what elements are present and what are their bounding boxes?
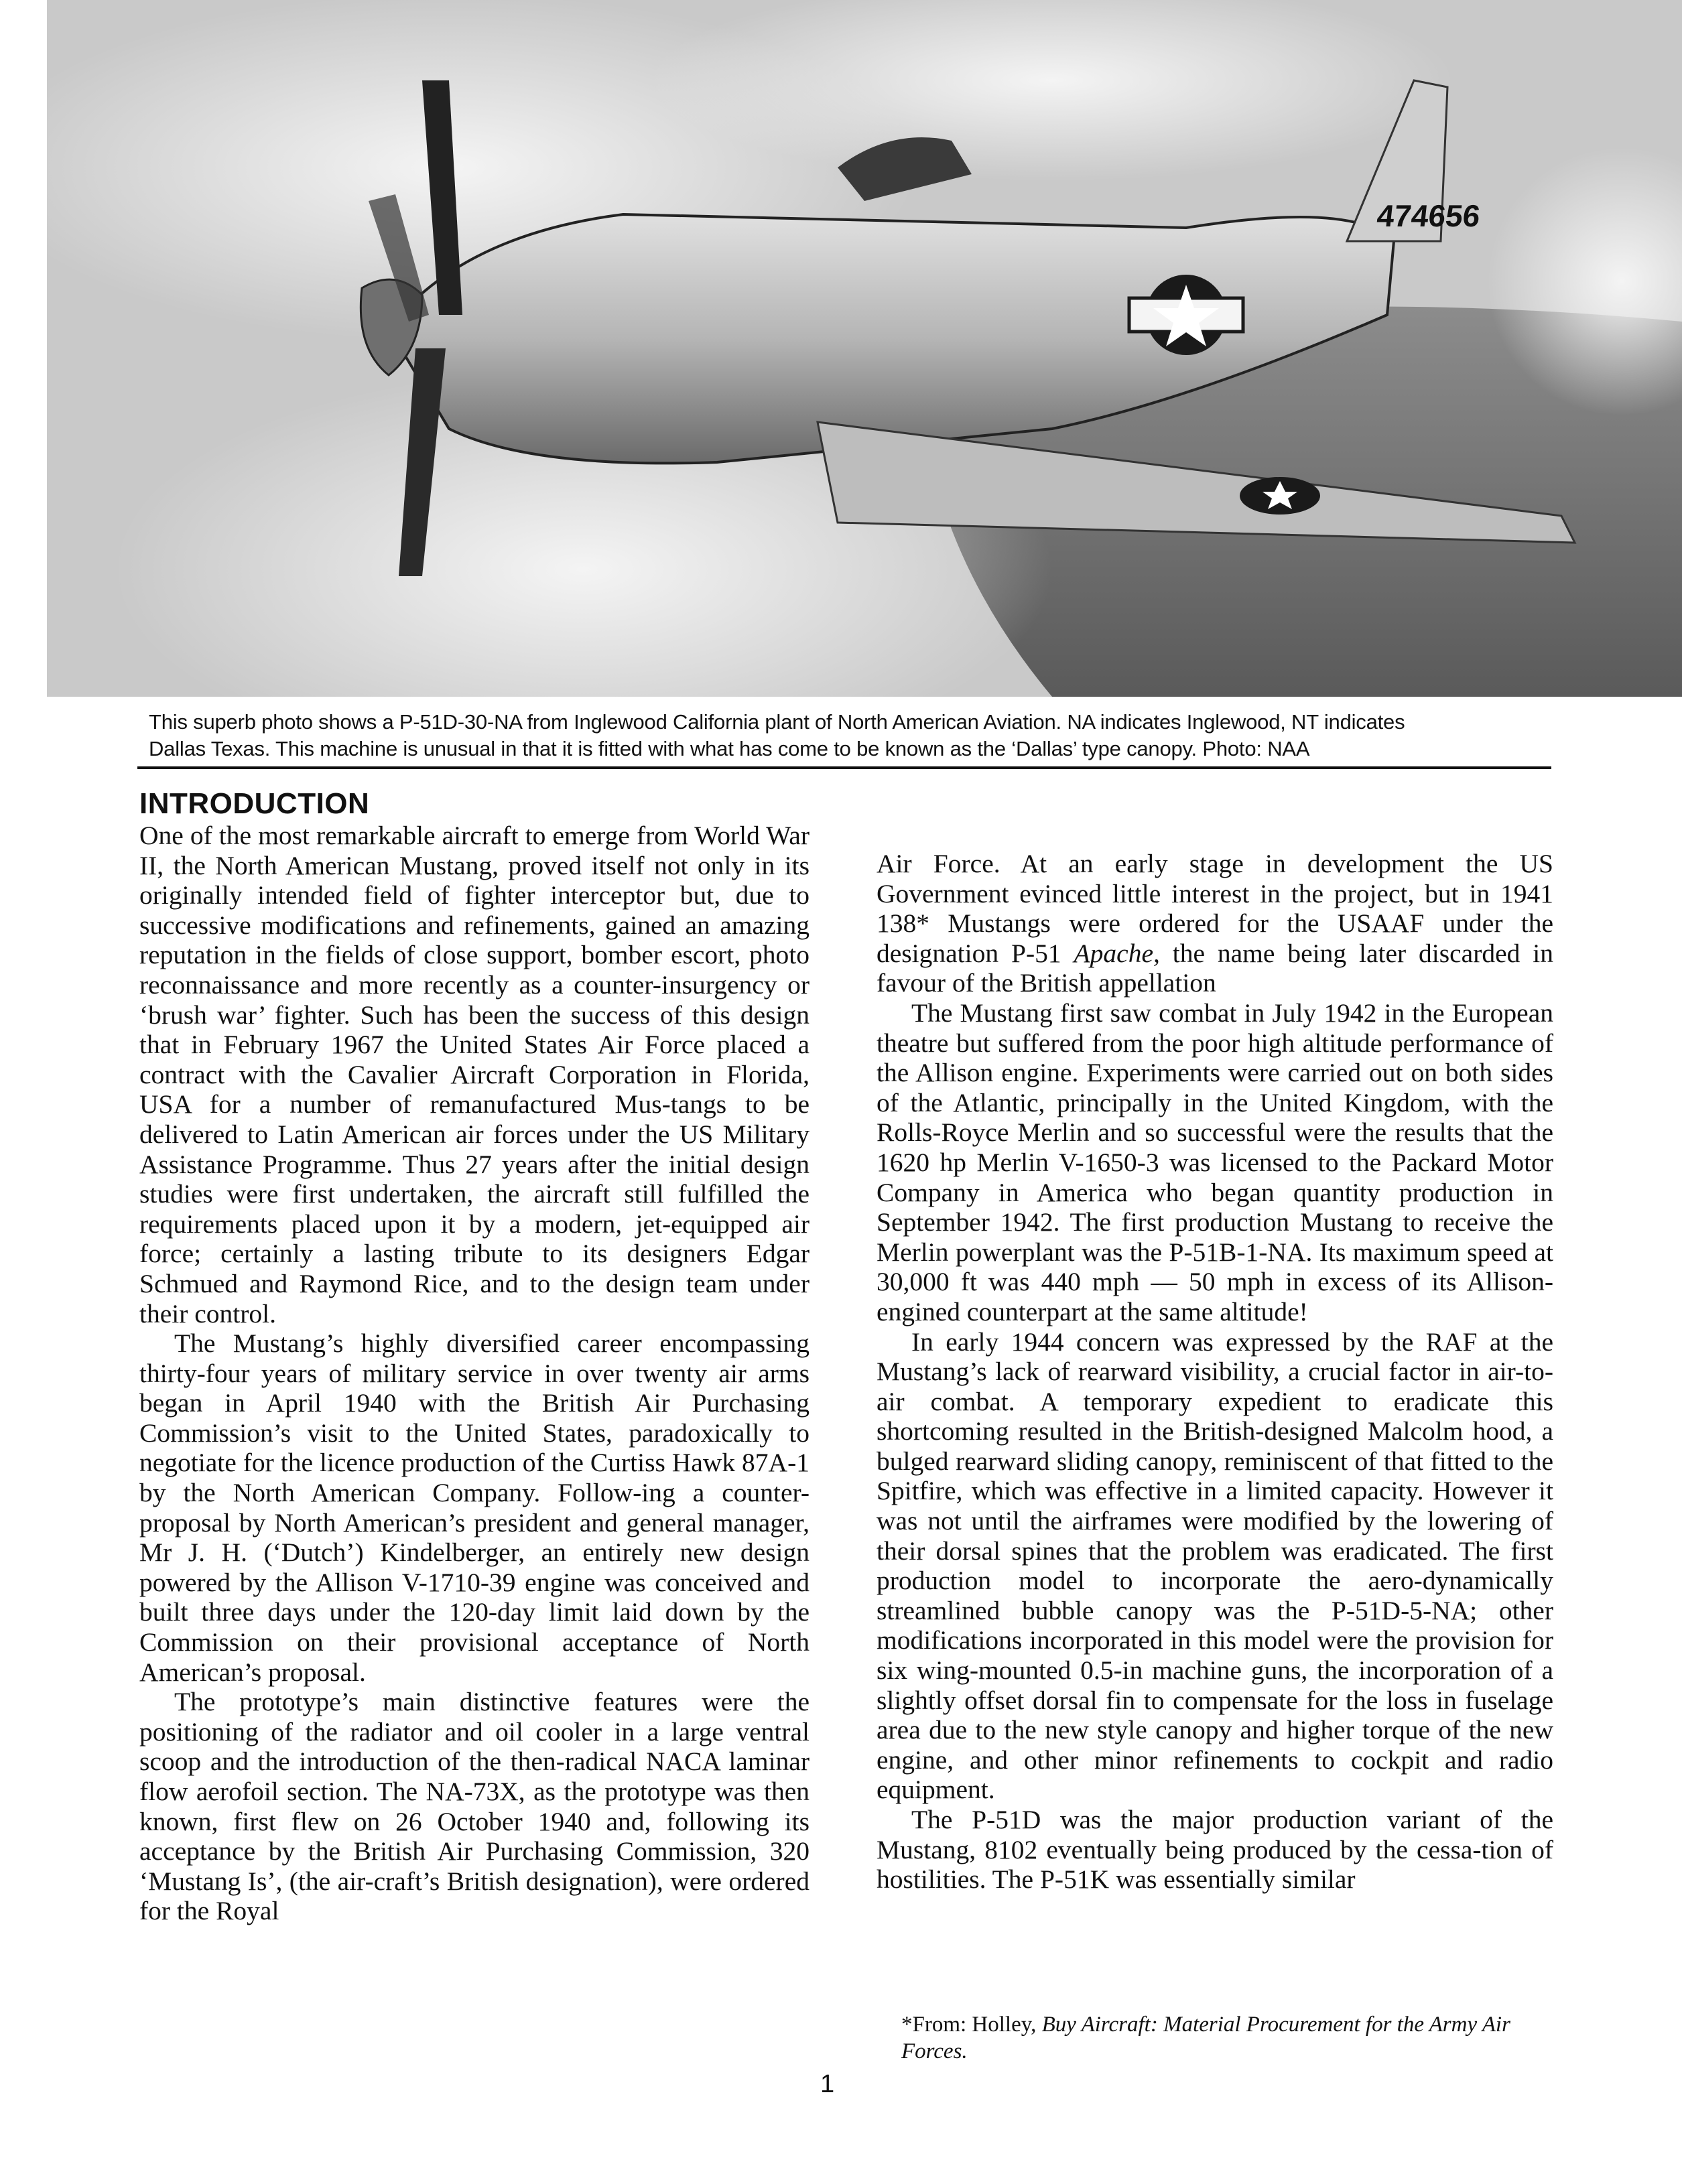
caption-line-1: This superb photo shows a P-51D-30-NA from Inglewood California plant of North American Aviation. NA indicates Inglewood, NT indicates bbox=[149, 710, 1405, 734]
paragraph: The prototype’s main distinctive features were the positioning of the radiator and oil cooler in a large ventral scoop and the introduction of the then-radical NACA laminar flow aerofoil section. The NA-73X, as the prototype was then known, first flew on 26 October 1940 and, following its acceptance by the British Air Purchasing Commission, 320 ‘Mustang Is’, (the air-craft’s British designation), were ordered for the Royal bbox=[139, 1687, 810, 1926]
caption-line-2: Dallas Texas. This machine is unusual in that it is fitted with what has come to be known as the ‘Dallas’ type canopy. Photo: NAA bbox=[149, 737, 1310, 760]
paragraph: The Mustang first saw combat in July 1942 in the European theatre but suffered from the poor high altitude performance of the Allison engine. Experiments were carried out on both sides of the Atlantic, principally in the United Kingdom, with the Rolls-Royce Merlin and so successful were the results that the 1620 hp Merlin V-1650-3 was licensed to the Packard Motor Company in America who began quantity production in September 1942. The first production Mustang to receive the Merlin powerplant was the P-51B-1-NA. Its maximum speed at 30,000 ft was 440 mph — 50 mph in excess of its Allison-engined counterpart at the same altitude! bbox=[877, 998, 1553, 1326]
paragraph: In early 1944 concern was expressed by the RAF at the Mustang’s lack of rearward visibility, a crucial factor in air-to-air combat. A temporary expedient to eradicate this shortcoming resulted in the British-designed Malcolm hood, a bulged rearward sliding canopy, reminiscent of that fitted to the Spitfire, which was effective in a limited capacity. However it was not until the airframes were modified by the lowering of their dorsal spines that the problem was eradicated. The first production model to incorporate the aero-dynamically streamlined bubble canopy was the P-51D-5-NA; other modifications incorporated in this model were the provision for six wing-mounted 0.5-in machine guns, the incorporation of a slightly offset dorsal fin to compensate for the loss in fuselage area due to the new style canopy and higher torque of the new engine, and other minor refinements to cockpit and radio equipment. bbox=[877, 1326, 1553, 1805]
p51-mustang-illustration bbox=[47, 0, 1682, 697]
aircraft-photo bbox=[47, 0, 1682, 697]
text-run: the name being later discarded in favour of the British appellation bbox=[877, 938, 1554, 998]
text-run: Air Force. At an early stage in development the US Government evinced little interest in the project, but in 1941 138* Mustangs were ordered for the USAAF under the designation P-51 bbox=[877, 849, 1553, 968]
page-number: 1 bbox=[820, 2070, 835, 2098]
footnote-source: *From: Holley, bbox=[901, 2012, 1042, 2037]
paragraph: One of the most remarkable aircraft to emerge from World War II, the North American Mustang, proved itself not only in its originally intended field of fighter interceptor but, due to successive modifications and refinements, gained an amazing reputation in the fields of close support, bomber escort, photo reconnaissance and more recently as a counter-insurgency or ‘brush war’ fighter. Such has been the success of this design that in February 1967 the United States Air Force placed a contract with the Cavalier Aircraft Corporation in Florida, USA for a number of remanufactured Mus-tangs to be delivered to Latin American air forces under the US Military Assistance Programme. Thus 27 years after the initial design studies were first undertaken, the aircraft still fulfilled the requirements placed upon it by a modern, jet-equipped air force; certainly a lasting tribute to its designers Edgar Schmued and Raymond Rice, and to the design team under their control. bbox=[139, 821, 810, 1328]
paragraph: The Mustang’s highly diversified career encompassing thirty-four years of military service in over twenty air arms began in April 1940 with the British Air Purchasing Commission’s visit to the United States, paradoxically to negotiate for the licence production of the Curtiss Hawk 87A-1 by the North American Company. Follow-ing a counter-proposal by North American’s president and general manager, Mr J. H. (‘Dutch’) Kindelberger, an entirely new design powered by the Allison V-1710-39 engine was conceived and built three days under the 120-day limit laid down by the Commission on their provisional acceptance of North American’s proposal. bbox=[139, 1328, 810, 1687]
caption-divider bbox=[137, 766, 1551, 769]
paragraph bbox=[877, 849, 1553, 998]
section-heading: INTRODUCTION bbox=[139, 787, 370, 820]
left-column bbox=[139, 821, 810, 1926]
italic-aircraft-name: Apache, bbox=[1074, 938, 1160, 968]
tail-serial-number: 474656 bbox=[1375, 198, 1482, 233]
footnote bbox=[901, 2011, 1558, 2065]
right-column bbox=[877, 849, 1553, 1895]
paragraph: The P-51D was the major production variant of the Mustang, 8102 eventually being produced by the cessa-tion of hostilities. The P-51K was essentially similar bbox=[877, 1805, 1553, 1895]
footnote-title: Buy Aircraft: Material Procurement for the Army Air Forces. bbox=[901, 2012, 1510, 2063]
photo-caption bbox=[149, 709, 1529, 762]
